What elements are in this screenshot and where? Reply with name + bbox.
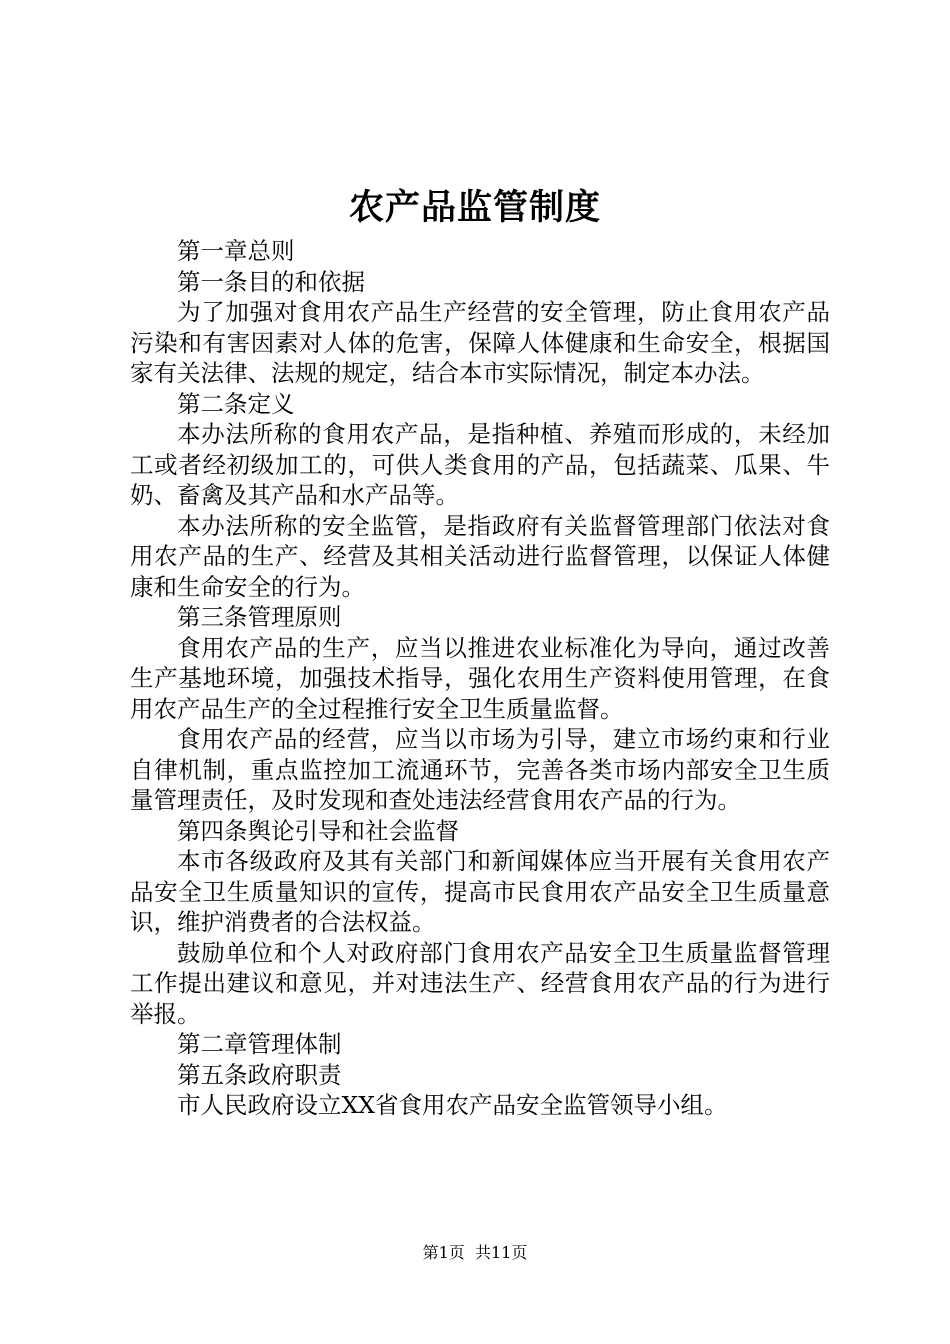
paragraph: 鼓励单位和个人对政府部门食用农产品安全卫生质量监督管理工作提出建议和意见，并对违法生产、经营食用农产品的行为进行举报。 [130, 938, 830, 1028]
paragraph: 食用农产品的经营，应当以市场为引导，建立市场约束和行业自律机制，重点监控加工流通环节，完善各类市场内部安全卫生质量管理责任，及时发现和查处违法经营食用农产品的行为。 [130, 725, 830, 814]
document-title: 农产品监管制度 [348, 187, 601, 228]
paragraph: 本办法所称的食用农产品，是指种植、养殖而形成的，未经加工或者经初级加工的，可供人类食用的产品，包括蔬菜、瓜果、牛奶、畜禽及其产品和水产品等。 [130, 420, 830, 509]
article-heading: 第二条定义 [177, 389, 295, 418]
chapter-heading: 第一章总则 [177, 237, 295, 265]
paragraph: 市人民政府设立XX省食用农产品安全监管领导小组。 [177, 1091, 728, 1119]
article-heading: 第一条目的和依据 [177, 267, 365, 296]
page-total: 共11页 [474, 1243, 528, 1262]
article-heading: 第四条舆论引导和社会监督 [177, 816, 459, 845]
footer-spacer [465, 1243, 475, 1262]
document-body [130, 236, 830, 1121]
paragraph: 食用农产品的生产，应当以推进农业标准化为导向，通过改善生产基地环境，加强技术指导，强化农用生产资料使用管理，在食用农产品生产的全过程推行安全卫生质量监督。 [130, 633, 830, 723]
article-heading: 第三条管理原则 [177, 603, 342, 631]
paragraph: 为了加强对食用农产品生产经营的安全管理，防止食用农产品污染和有害因素对人体的危害，保障人体健康和生命安全，根据国家有关法律、法规的规定，结合本市实际情况，制定本办法。 [130, 298, 830, 387]
paragraph: 本办法所称的安全监管，是指政府有关监督管理部门依法对食用农产品的生产、经营及其相关活动进行监督管理，以保证人体健康和生命安全的行为。 [130, 511, 830, 601]
paragraph: 本市各级政府及其有关部门和新闻媒体应当开展有关食用农产品安全卫生质量知识的宣传，提高市民食用农产品安全卫生质量意识，维护消费者的合法权益。 [130, 847, 830, 936]
chapter-heading: 第二章管理体制 [177, 1030, 342, 1058]
article-heading: 第五条政府职责 [177, 1060, 342, 1089]
page-number: 第1页 [422, 1243, 465, 1262]
page-footer [0, 1241, 950, 1265]
